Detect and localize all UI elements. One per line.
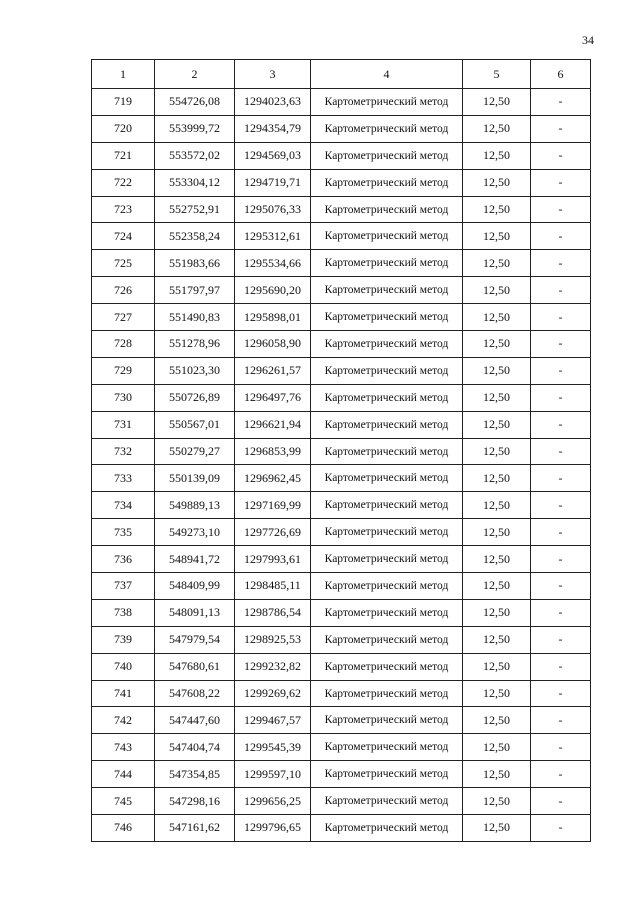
column-header: 3: [235, 60, 311, 89]
coordinates-table: [91, 59, 591, 842]
accuracy-cell: 12,50: [463, 599, 531, 626]
point-number-cell: 743: [92, 734, 155, 761]
x-coordinate-cell: 548091,13: [155, 599, 235, 626]
point-number-cell: 744: [92, 761, 155, 788]
y-coordinate-cell: 1296621,94: [235, 411, 311, 438]
method-cell: Картометрический метод: [311, 788, 463, 815]
method-cell: Картометрический метод: [311, 599, 463, 626]
method-cell: Картометрический метод: [311, 680, 463, 707]
column-header: 2: [155, 60, 235, 89]
point-number-cell: 736: [92, 546, 155, 573]
accuracy-cell: 12,50: [463, 196, 531, 223]
x-coordinate-cell: 552358,24: [155, 223, 235, 250]
method-cell: Картометрический метод: [311, 519, 463, 546]
table-row: [92, 250, 591, 277]
y-coordinate-cell: 1298925,53: [235, 626, 311, 653]
x-coordinate-cell: 553572,02: [155, 142, 235, 169]
x-coordinate-cell: 547161,62: [155, 815, 235, 842]
method-cell: Картометрический метод: [311, 142, 463, 169]
x-coordinate-cell: 550567,01: [155, 411, 235, 438]
note-cell: -: [531, 277, 591, 304]
accuracy-cell: 12,50: [463, 304, 531, 331]
method-cell: Картометрический метод: [311, 250, 463, 277]
y-coordinate-cell: 1298485,11: [235, 573, 311, 600]
column-header: 4: [311, 60, 463, 89]
y-coordinate-cell: 1299467,57: [235, 707, 311, 734]
y-coordinate-cell: 1299597,10: [235, 761, 311, 788]
point-number-cell: 745: [92, 788, 155, 815]
x-coordinate-cell: 551983,66: [155, 250, 235, 277]
table-row: [92, 223, 591, 250]
table-row: [92, 680, 591, 707]
note-cell: -: [531, 142, 591, 169]
method-cell: Картометрический метод: [311, 357, 463, 384]
accuracy-cell: 12,50: [463, 250, 531, 277]
x-coordinate-cell: 551023,30: [155, 357, 235, 384]
y-coordinate-cell: 1296058,90: [235, 331, 311, 358]
point-number-cell: 728: [92, 331, 155, 358]
point-number-cell: 722: [92, 169, 155, 196]
y-coordinate-cell: 1297169,99: [235, 492, 311, 519]
x-coordinate-cell: 547680,61: [155, 653, 235, 680]
note-cell: -: [531, 546, 591, 573]
y-coordinate-cell: 1298786,54: [235, 599, 311, 626]
x-coordinate-cell: 554726,08: [155, 89, 235, 116]
point-number-cell: 746: [92, 815, 155, 842]
y-coordinate-cell: 1296261,57: [235, 357, 311, 384]
table-row: [92, 89, 591, 116]
point-number-cell: 719: [92, 89, 155, 116]
method-cell: Картометрический метод: [311, 465, 463, 492]
column-header: 1: [92, 60, 155, 89]
method-cell: Картометрический метод: [311, 492, 463, 519]
method-cell: Картометрический метод: [311, 411, 463, 438]
table-row: [92, 626, 591, 653]
table-body: [92, 89, 591, 842]
x-coordinate-cell: 548409,99: [155, 573, 235, 600]
point-number-cell: 725: [92, 250, 155, 277]
accuracy-cell: 12,50: [463, 465, 531, 492]
note-cell: -: [531, 331, 591, 358]
point-number-cell: 737: [92, 573, 155, 600]
note-cell: -: [531, 761, 591, 788]
method-cell: Картометрический метод: [311, 707, 463, 734]
accuracy-cell: 12,50: [463, 519, 531, 546]
note-cell: -: [531, 169, 591, 196]
point-number-cell: 731: [92, 411, 155, 438]
point-number-cell: 740: [92, 653, 155, 680]
accuracy-cell: 12,50: [463, 277, 531, 304]
x-coordinate-cell: 547354,85: [155, 761, 235, 788]
y-coordinate-cell: 1296497,76: [235, 384, 311, 411]
note-cell: -: [531, 465, 591, 492]
y-coordinate-cell: 1295076,33: [235, 196, 311, 223]
x-coordinate-cell: 553999,72: [155, 115, 235, 142]
x-coordinate-cell: 550279,27: [155, 438, 235, 465]
accuracy-cell: 12,50: [463, 573, 531, 600]
table-row: [92, 196, 591, 223]
point-number-cell: 735: [92, 519, 155, 546]
y-coordinate-cell: 1299656,25: [235, 788, 311, 815]
point-number-cell: 727: [92, 304, 155, 331]
point-number-cell: 729: [92, 357, 155, 384]
accuracy-cell: 12,50: [463, 653, 531, 680]
y-coordinate-cell: 1299232,82: [235, 653, 311, 680]
accuracy-cell: 12,50: [463, 761, 531, 788]
note-cell: -: [531, 707, 591, 734]
note-cell: -: [531, 304, 591, 331]
note-cell: -: [531, 492, 591, 519]
note-cell: -: [531, 519, 591, 546]
y-coordinate-cell: 1294569,03: [235, 142, 311, 169]
y-coordinate-cell: 1297726,69: [235, 519, 311, 546]
table-row: [92, 384, 591, 411]
note-cell: -: [531, 384, 591, 411]
method-cell: Картометрический метод: [311, 653, 463, 680]
point-number-cell: 738: [92, 599, 155, 626]
y-coordinate-cell: 1297993,61: [235, 546, 311, 573]
table-row: [92, 169, 591, 196]
accuracy-cell: 12,50: [463, 411, 531, 438]
point-number-cell: 739: [92, 626, 155, 653]
page-number: 34: [582, 33, 594, 47]
table-row: [92, 331, 591, 358]
method-cell: Картометрический метод: [311, 223, 463, 250]
table-row: [92, 465, 591, 492]
y-coordinate-cell: 1299269,62: [235, 680, 311, 707]
point-number-cell: 734: [92, 492, 155, 519]
method-cell: Картометрический метод: [311, 546, 463, 573]
note-cell: -: [531, 653, 591, 680]
table-row: [92, 142, 591, 169]
method-cell: Картометрический метод: [311, 761, 463, 788]
method-cell: Картометрический метод: [311, 626, 463, 653]
accuracy-cell: 12,50: [463, 734, 531, 761]
point-number-cell: 726: [92, 277, 155, 304]
table-row: [92, 304, 591, 331]
point-number-cell: 741: [92, 680, 155, 707]
note-cell: -: [531, 250, 591, 277]
accuracy-cell: 12,50: [463, 115, 531, 142]
y-coordinate-cell: 1294719,71: [235, 169, 311, 196]
accuracy-cell: 12,50: [463, 626, 531, 653]
method-cell: Картометрический метод: [311, 438, 463, 465]
note-cell: -: [531, 573, 591, 600]
point-number-cell: 720: [92, 115, 155, 142]
x-coordinate-cell: 547608,22: [155, 680, 235, 707]
x-coordinate-cell: 548941,72: [155, 546, 235, 573]
note-cell: -: [531, 438, 591, 465]
method-cell: Картометрический метод: [311, 573, 463, 600]
table-row: [92, 761, 591, 788]
point-number-cell: 724: [92, 223, 155, 250]
accuracy-cell: 12,50: [463, 815, 531, 842]
table-row: [92, 707, 591, 734]
note-cell: -: [531, 196, 591, 223]
x-coordinate-cell: 549273,10: [155, 519, 235, 546]
note-cell: -: [531, 357, 591, 384]
table-row: [92, 277, 591, 304]
accuracy-cell: 12,50: [463, 331, 531, 358]
table-row: [92, 653, 591, 680]
table-row: [92, 411, 591, 438]
method-cell: Картометрический метод: [311, 384, 463, 411]
point-number-cell: 730: [92, 384, 155, 411]
table-row: [92, 115, 591, 142]
method-cell: Картометрический метод: [311, 815, 463, 842]
point-number-cell: 723: [92, 196, 155, 223]
point-number-cell: 742: [92, 707, 155, 734]
accuracy-cell: 12,50: [463, 546, 531, 573]
x-coordinate-cell: 549889,13: [155, 492, 235, 519]
y-coordinate-cell: 1295534,66: [235, 250, 311, 277]
method-cell: Картометрический метод: [311, 331, 463, 358]
accuracy-cell: 12,50: [463, 707, 531, 734]
x-coordinate-cell: 553304,12: [155, 169, 235, 196]
note-cell: -: [531, 115, 591, 142]
table-row: [92, 519, 591, 546]
method-cell: Картометрический метод: [311, 89, 463, 116]
y-coordinate-cell: 1296853,99: [235, 438, 311, 465]
table-row: [92, 546, 591, 573]
x-coordinate-cell: 551278,96: [155, 331, 235, 358]
x-coordinate-cell: 547979,54: [155, 626, 235, 653]
table-row: [92, 357, 591, 384]
y-coordinate-cell: 1295312,61: [235, 223, 311, 250]
table-row: [92, 815, 591, 842]
x-coordinate-cell: 551797,97: [155, 277, 235, 304]
column-header: 6: [531, 60, 591, 89]
note-cell: -: [531, 680, 591, 707]
accuracy-cell: 12,50: [463, 788, 531, 815]
y-coordinate-cell: 1294354,79: [235, 115, 311, 142]
method-cell: Картометрический метод: [311, 734, 463, 761]
accuracy-cell: 12,50: [463, 89, 531, 116]
y-coordinate-cell: 1294023,63: [235, 89, 311, 116]
note-cell: -: [531, 734, 591, 761]
point-number-cell: 733: [92, 465, 155, 492]
x-coordinate-cell: 551490,83: [155, 304, 235, 331]
accuracy-cell: 12,50: [463, 492, 531, 519]
table-row: [92, 573, 591, 600]
method-cell: Картометрический метод: [311, 115, 463, 142]
accuracy-cell: 12,50: [463, 438, 531, 465]
accuracy-cell: 12,50: [463, 680, 531, 707]
table-row: [92, 492, 591, 519]
x-coordinate-cell: 552752,91: [155, 196, 235, 223]
x-coordinate-cell: 550726,89: [155, 384, 235, 411]
method-cell: Картометрический метод: [311, 169, 463, 196]
table-row: [92, 599, 591, 626]
accuracy-cell: 12,50: [463, 357, 531, 384]
y-coordinate-cell: 1295690,20: [235, 277, 311, 304]
note-cell: -: [531, 223, 591, 250]
table-header-row: [92, 60, 591, 89]
x-coordinate-cell: 547404,74: [155, 734, 235, 761]
note-cell: -: [531, 599, 591, 626]
note-cell: -: [531, 815, 591, 842]
accuracy-cell: 12,50: [463, 223, 531, 250]
point-number-cell: 721: [92, 142, 155, 169]
point-number-cell: 732: [92, 438, 155, 465]
y-coordinate-cell: 1296962,45: [235, 465, 311, 492]
table-row: [92, 788, 591, 815]
y-coordinate-cell: 1299796,65: [235, 815, 311, 842]
method-cell: Картометрический метод: [311, 196, 463, 223]
method-cell: Картометрический метод: [311, 304, 463, 331]
table-row: [92, 734, 591, 761]
x-coordinate-cell: 547447,60: [155, 707, 235, 734]
note-cell: -: [531, 411, 591, 438]
column-header: 5: [463, 60, 531, 89]
x-coordinate-cell: 547298,16: [155, 788, 235, 815]
note-cell: -: [531, 89, 591, 116]
method-cell: Картометрический метод: [311, 277, 463, 304]
y-coordinate-cell: 1299545,39: [235, 734, 311, 761]
y-coordinate-cell: 1295898,01: [235, 304, 311, 331]
table-row: [92, 438, 591, 465]
accuracy-cell: 12,50: [463, 169, 531, 196]
accuracy-cell: 12,50: [463, 384, 531, 411]
note-cell: -: [531, 788, 591, 815]
note-cell: -: [531, 626, 591, 653]
accuracy-cell: 12,50: [463, 142, 531, 169]
x-coordinate-cell: 550139,09: [155, 465, 235, 492]
